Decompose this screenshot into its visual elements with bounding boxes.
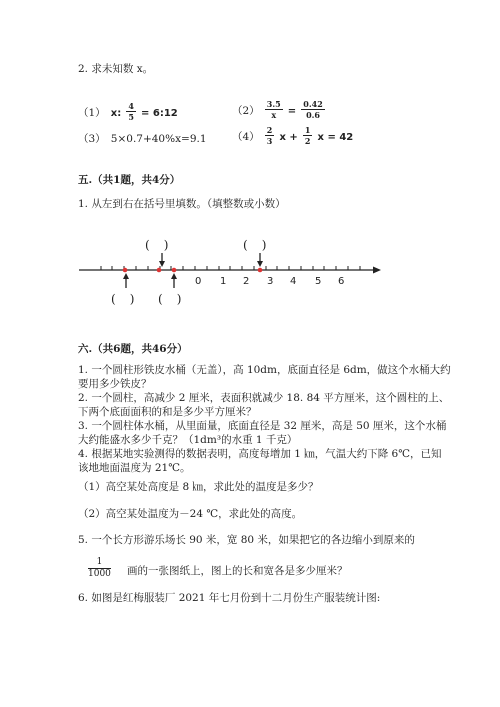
fraction-numerator: 1	[88, 557, 111, 569]
equation-4-fraction-2	[303, 125, 313, 146]
fraction-numerator: 2	[266, 125, 273, 135]
fraction-numerator: 3.5	[266, 99, 281, 109]
up-arrow-icon	[123, 273, 129, 288]
equation-4-middle: x +	[279, 132, 298, 143]
answer-blank-below-1[interactable]	[111, 292, 134, 306]
equation-1-right: = 6:12	[141, 108, 178, 119]
section-6-q2-line-2: 下两个底面面积的和是多少平方厘米？	[78, 406, 257, 418]
number-line-label: 0	[195, 276, 202, 287]
up-arrow-icon	[171, 273, 177, 288]
section-5-question-1: 1. 从左到右在括号里填数。（填整数或小数）	[78, 198, 286, 210]
paren-open: (	[145, 238, 150, 252]
equation-1-prefix: （1）	[78, 107, 106, 119]
equation-3-prefix: （3）	[78, 133, 106, 145]
fraction-denominator: x	[271, 110, 277, 120]
paren-close: )	[261, 238, 267, 252]
fraction-denominator: 5	[128, 112, 134, 122]
answer-blank-above-1[interactable]	[145, 238, 168, 252]
number-line-point	[123, 268, 128, 273]
equation-4-prefix: （4）	[232, 131, 260, 143]
answer-blank-below-2[interactable]	[158, 292, 181, 306]
question-2-prompt: 2. 求未知数 x。	[78, 63, 154, 75]
number-line-label: 4	[290, 276, 297, 287]
paren-close: )	[163, 238, 169, 252]
fraction-numerator: 4	[128, 101, 134, 111]
equation-4-fraction-1	[265, 125, 275, 146]
equation-1-left: x:	[110, 108, 122, 119]
answer-blank-above-2[interactable]	[243, 238, 266, 252]
number-line-label: 1	[220, 276, 227, 287]
paren-open: (	[111, 292, 116, 306]
section-6-q2-line-1: 2. 一个圆柱，高减少 2 厘米，表面积就减少 18. 84 平方厘米，这个圆柱的上、	[78, 392, 450, 404]
section-6-q4-sub-1: （1）高空某处高度是 8 ㎞，求此处的温度是多少？	[78, 481, 319, 493]
equation-4	[232, 125, 353, 146]
equation-2-left-fraction	[265, 99, 283, 120]
paren-open: (	[158, 292, 163, 306]
fraction-denominator: 0.6	[306, 110, 320, 120]
number-line-label: 2	[243, 276, 250, 287]
equation-2-right-fraction	[301, 99, 324, 120]
section-6-q4-line-1: 4. 根据某地实验测得的数据表明，高度每增加 1 ㎞，气温大约下降 6℃，已知	[78, 448, 442, 460]
fraction-denominator: 1000	[88, 569, 111, 579]
section-5-title: 五.（共1题，共4分）	[78, 174, 181, 186]
equation-3	[78, 127, 207, 146]
section-6-q4-sub-2: （2）高空某处温度为－24 ℃，求此处的高度。	[78, 508, 303, 520]
equation-2	[232, 99, 325, 120]
section-6-q5-line-1: 5. 一个长方形游乐场长 90 米，宽 80 米，如果把它的各边缩小到原来的	[78, 534, 415, 546]
paren-close: )	[129, 292, 135, 306]
section-6-q1-line-2: 要用多少铁皮？	[78, 378, 152, 390]
fraction-numerator: 1	[304, 125, 311, 135]
number-line-point	[157, 268, 162, 273]
section-6-q1-line-1: 1. 一个圆柱形铁皮水桶（无盖），高 10dm，底面直径是 6dm，做这个水桶大约	[78, 364, 451, 376]
equation-4-end: x = 42	[317, 132, 354, 143]
fraction-denominator: 2	[304, 136, 311, 146]
section-6-q3-line-1: 3. 一个圆柱体水桶，从里面量，底面直径是 32 厘米，高是 50 厘米，这个水桶	[78, 420, 447, 432]
fraction-numerator: 0.42	[303, 99, 323, 109]
equation-1	[78, 101, 178, 122]
equation-1-fraction	[126, 101, 136, 122]
equation-2-prefix: （2）	[232, 105, 260, 117]
section-6-q5-line-2: 画的一张图纸上，图上的长和宽各是多少厘米？	[127, 565, 348, 577]
down-arrow-icon	[159, 253, 165, 267]
paren-open: (	[243, 238, 248, 252]
section-6-q3-line-2: 大约能盛水多少千克？（1dm³的水重 1 千克）	[78, 434, 298, 446]
number-line-label: 6	[338, 276, 345, 287]
number-line-label: 5	[315, 276, 322, 287]
paren-close: )	[176, 292, 182, 306]
fraction-denominator: 3	[266, 136, 273, 146]
section-6-title: 六.（共6题，共46分）	[78, 343, 188, 355]
equation-2-equals: =	[287, 106, 297, 117]
equation-3-text: 5×0.7+40%x=9.1	[110, 133, 207, 145]
number-line-label: 3	[267, 276, 274, 287]
section-6-q6-line-1: 6. 如图是红梅服装厂 2021 年七月份到十二月份生产服装统计图:	[78, 592, 381, 604]
section-6-q5-fraction	[88, 557, 111, 580]
number-line-point	[258, 268, 263, 273]
down-arrow-icon	[257, 253, 263, 267]
fraction	[88, 557, 111, 580]
section-6-q4-line-2: 该地地面温度为 21℃。	[78, 462, 191, 474]
number-line-point	[172, 268, 177, 273]
